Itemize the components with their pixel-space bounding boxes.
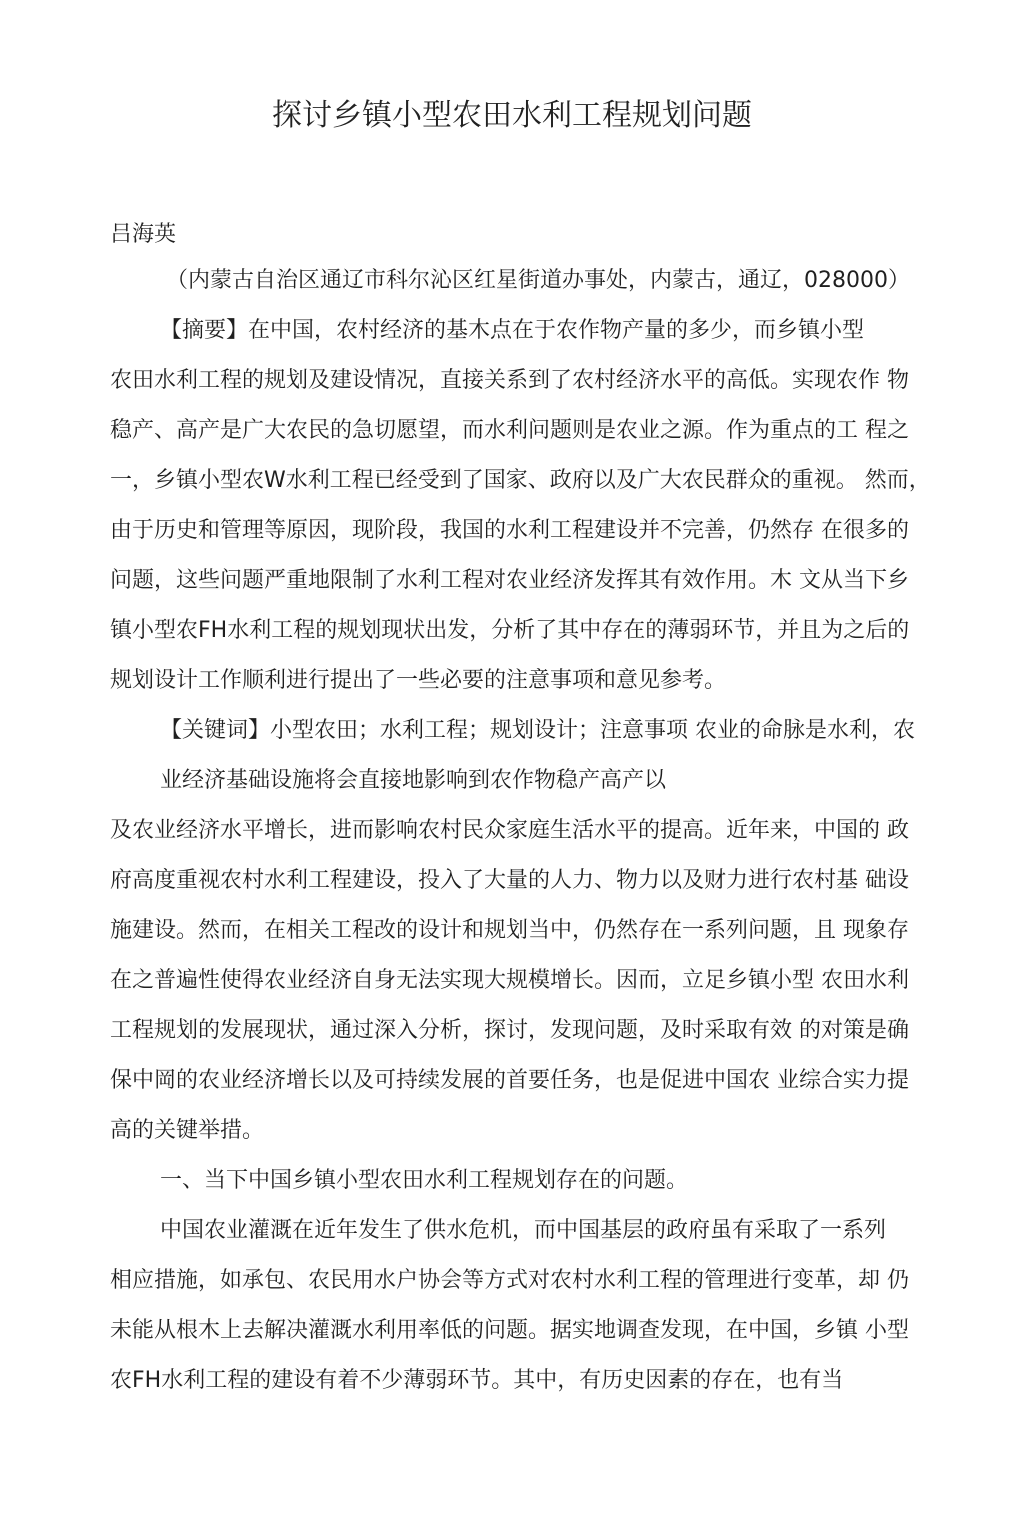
author-affiliation: （内蒙古自治区通辽市科尔沁区红星街道办事处，内蒙古，通辽，028000） <box>166 268 910 293</box>
abstract-line: 一，乡镇小型农W水利工程已经受到了国家、政府以及广大农民群众的重视。 然而， <box>110 468 931 493</box>
body-line: 工程规划的发展现状，通过深入分析，探讨，发现问题，及时采取有效 的对策是确 <box>110 1018 909 1043</box>
document-title: 探讨乡镇小型农田水利工程规划问题 <box>272 98 752 133</box>
abstract-line: 镇小型农FH水利工程的规划现状出发，分析了其中存在的薄弱环节，并且为之后的 <box>110 618 910 643</box>
body-line: 在之普遍性使得农业经济自身无法实现大规模增长。因而，立足乡镇小型 农田水利 <box>110 968 909 993</box>
abstract-line: 问题，这些问题严重地限制了水利工程对农业经济发挥其有效作用。木 文从当下乡 <box>110 568 909 593</box>
abstract-line: 稳产、高产是广大农民的急切愿望，而水利问题则是农业之源。作为重点的工 程之 <box>110 418 909 443</box>
abstract-line: 农田水利工程的规划及建设情况，直接关系到了农村经济水平的高低。实现农作 物 <box>110 368 909 393</box>
abstract-line: 【摘要】在中国，农村经济的基木点在于农作物产量的多少，而乡镇小型 <box>160 318 865 343</box>
body-line: 农FH水利工程的建设有着不少薄弱环节。其中，有历史因素的存在，也有当 <box>110 1368 844 1393</box>
body-line: 相应措施，如承包、农民用水户协会等方式对农村水利工程的管理进行变革，却 仍 <box>110 1268 909 1293</box>
keywords-line: 【关键词】小型农田；水利工程；规划设计；注意事项 农业的命脉是水利，农 <box>160 718 915 743</box>
body-line: 高的关键举措。 <box>110 1118 265 1143</box>
body-line: 未能从根木上去解决灌溉水利用率低的问题。据实地调查发现，在中国，乡镇 小型 <box>110 1318 909 1343</box>
author-name: 吕海英 <box>110 222 177 247</box>
body-line: 施建设。然而，在相关工程改的设计和规划当中，仍然存在一系列问题，且 现象存 <box>110 918 909 943</box>
section-heading: 一、当下中国乡镇小型农田水利工程规划存在的问题。 <box>160 1168 689 1193</box>
body-line: 中国农业灌溉在近年发生了供水危机，而中国基层的政府虽有采取了一系列 <box>160 1218 887 1243</box>
abstract-line: 规划设计工作顺利进行提出了一些必要的注意事项和意见参考。 <box>110 668 727 693</box>
body-line: 府高度重视农村水利工程建设，投入了大量的人力、物力以及财力进行农村基 础设 <box>110 868 909 893</box>
body-line: 及农业经济水平增长，进而影响农村民众家庭生活水平的提高。近年来，中国的 政 <box>110 818 909 843</box>
body-line: 保中岡的农业经济增长以及可持续发展的首要任务，也是促进中国农 业综合实力提 <box>110 1068 909 1093</box>
abstract-line: 由于历史和管理等原因，现阶段，我国的水利工程建设并不完善，仍然存 在很多的 <box>110 518 909 543</box>
body-line: 业经济基础设施将会直接地影响到农作物稳产高产以 <box>160 768 667 793</box>
